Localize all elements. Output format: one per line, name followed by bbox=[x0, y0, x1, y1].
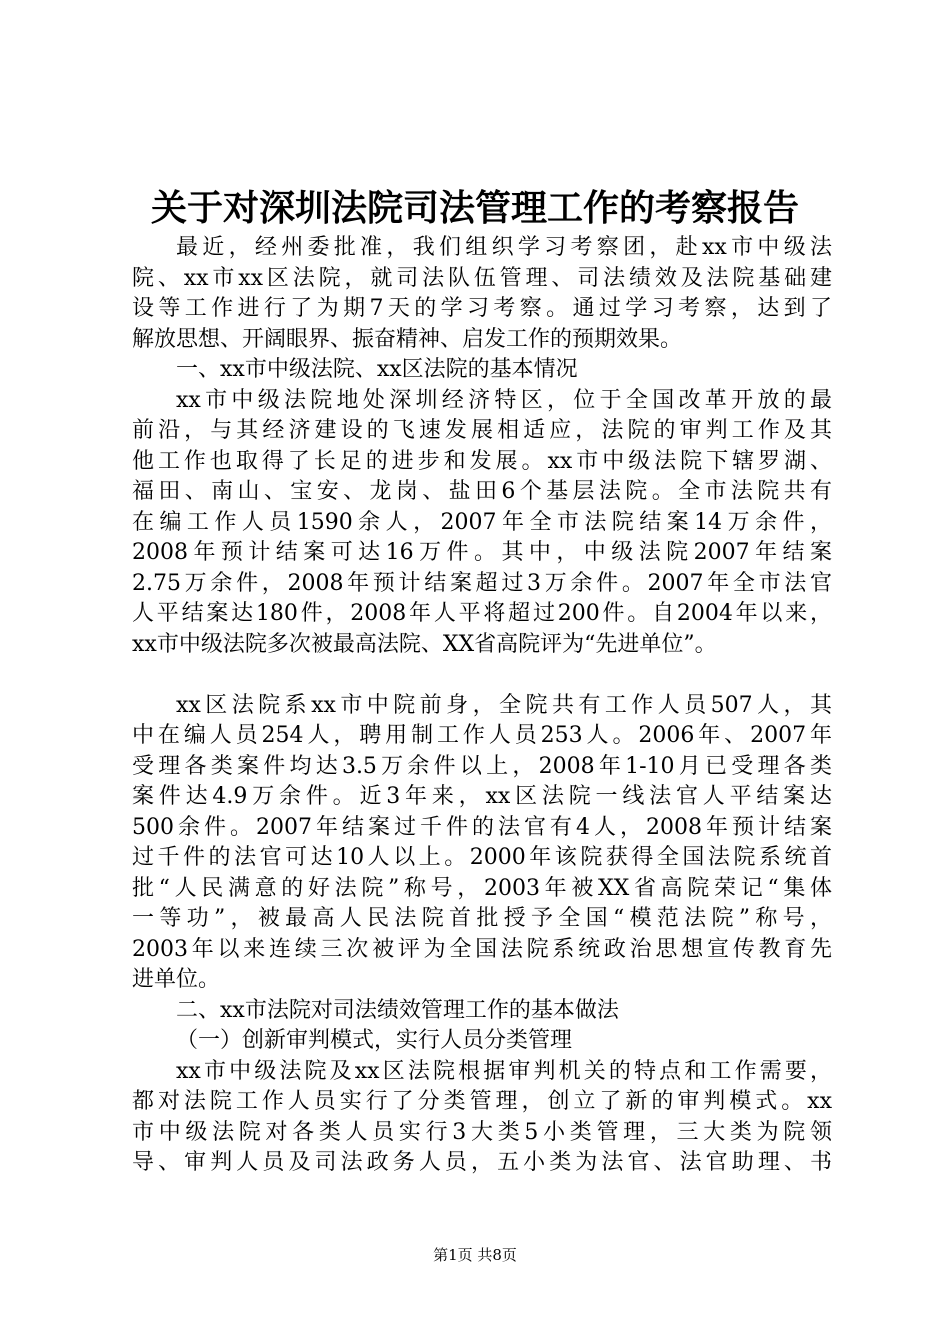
paragraph-line: 人平结案达180件，2008年人平将超过200件。自2004年以来， bbox=[132, 601, 832, 626]
paragraph-line: 他工作也取得了长足的进步和发展。xx市中级法院下辖罗湖、 bbox=[132, 448, 832, 474]
subsection-heading: （一）创新审判模式，实行人员分类管理 bbox=[176, 1028, 573, 1053]
section-heading: 二、xx市法院对司法绩效管理工作的基本做法 bbox=[176, 997, 619, 1023]
paragraph-line: 受理各类案件均达3.5万余件以上，2008年1-10月已受理各类 bbox=[132, 753, 832, 779]
paragraph-line: 在编工作人员1590余人，2007年全市法院结案14万余件， bbox=[132, 509, 832, 535]
page-number-footer: 第1页 共8页 bbox=[433, 1246, 517, 1264]
blank-line bbox=[132, 660, 832, 691]
paragraph-line: 500余件。2007年结案过千件的法官有4人，2008年预计结案 bbox=[132, 814, 832, 840]
paragraph-line: xx区法院系xx市中院前身，全院共有工作人员507人，其 bbox=[176, 692, 832, 718]
document-body bbox=[132, 233, 832, 1179]
paragraph-line: 解放思想、开阔眼界、振奋精神、启发工作的预期效果。 bbox=[132, 326, 683, 352]
paragraph-line: 进单位。 bbox=[132, 967, 221, 992]
paragraph-line: 前沿，与其经济建设的飞速发展相适应，法院的审判工作及其 bbox=[132, 418, 832, 443]
paragraph-line: 院、xx市xx区法院，就司法队伍管理、司法绩效及法院基础建 bbox=[132, 265, 832, 291]
paragraph-line: 一等功”，被最高人民法院首批授予全国“模范法院”称号， bbox=[132, 906, 832, 931]
paragraph-line: 过千件的法官可达10人以上。2000年该院获得全国法院系统首 bbox=[132, 845, 832, 870]
paragraph-line: 批“人民满意的好法院”称号，2003年被XX省高院荣记“集体 bbox=[132, 875, 832, 901]
paragraph-line: 导、审判人员及司法政务人员，五小类为法官、法官助理、书 bbox=[132, 1150, 832, 1175]
paragraph-line: 2.75万余件，2008年预计结案超过3万余件。2007年全市法官 bbox=[132, 570, 832, 596]
paragraph-line: 2008年预计结案可达16万件。其中，中级法院2007年结案 bbox=[132, 540, 832, 565]
paragraph-line: xx市中级法院地处深圳经济特区，位于全国改革开放的最 bbox=[176, 387, 832, 413]
paragraph-line: 福田、南山、宝安、龙岗、盐田6个基层法院。全市法院共有 bbox=[132, 479, 832, 504]
paragraph-line: xx市中级法院及xx区法院根据审判机关的特点和工作需要， bbox=[176, 1058, 832, 1084]
section-heading: 一、xx市中级法院、xx区法院的基本情况 bbox=[176, 357, 578, 382]
paragraph-line: 都对法院工作人员实行了分类管理，创立了新的审判模式。xx bbox=[132, 1089, 832, 1114]
document-title: 关于对深圳法院司法管理工作的考察报告 bbox=[150, 187, 799, 229]
paragraph-line: 案件达4.9万余件。近3年来，xx区法院一线法官人平结案达 bbox=[132, 784, 832, 809]
paragraph-line: 设等工作进行了为期7天的学习考察。通过学习考察，达到了 bbox=[132, 296, 832, 321]
paragraph-line: 最近，经州委批准，我们组织学习考察团，赴xx市中级法 bbox=[176, 235, 832, 260]
paragraph-line: 中在编人员254人，聘用制工作人员253人。2006年、2007年 bbox=[132, 723, 832, 748]
paragraph-line: 市中级法院对各类人员实行3大类5小类管理，三大类为院领 bbox=[132, 1119, 832, 1145]
paragraph-line: 2003年以来连续三次被评为全国法院系统政治思想宣传教育先 bbox=[132, 936, 832, 962]
paragraph-line: xx市中级法院多次被最高法院、XX省高院评为“先进单位”。 bbox=[132, 631, 717, 657]
